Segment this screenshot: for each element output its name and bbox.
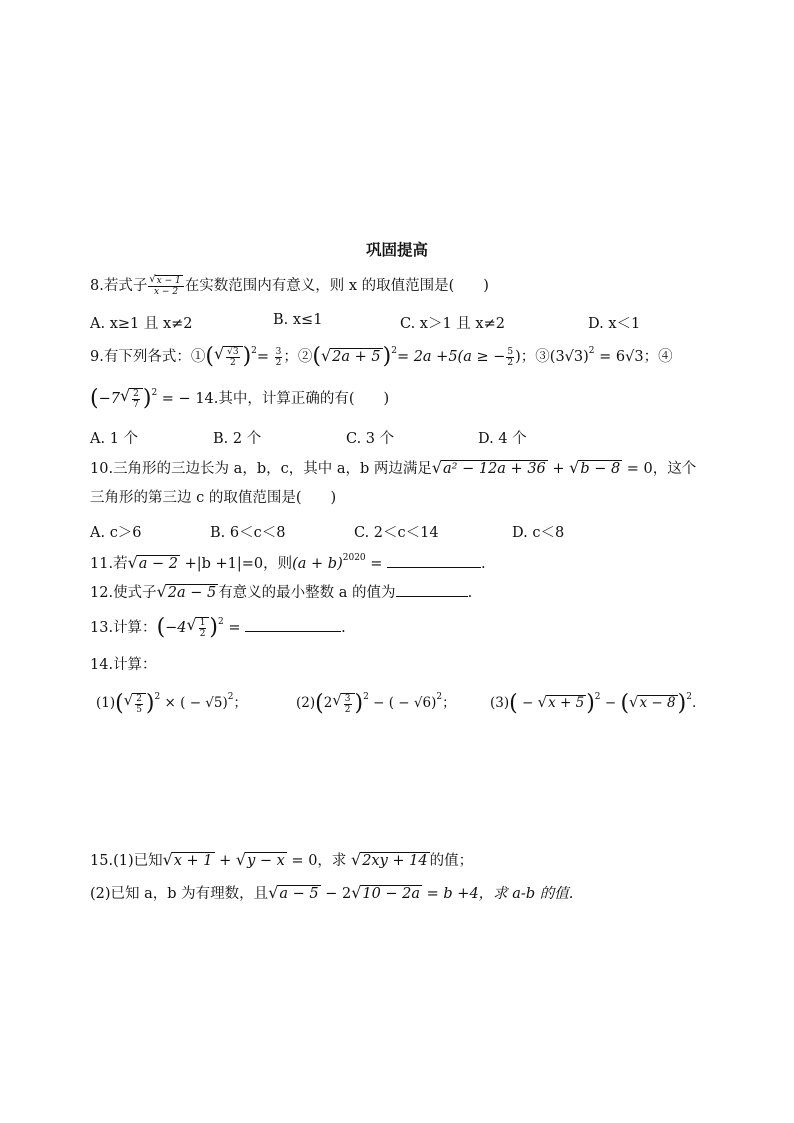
question-13: 13.计算：(−4 √ $\frac{1}{2}$ )$^2$ = . [90,615,346,640]
question-number: 8. [90,278,104,295]
question-text: 若式子 [103,278,148,295]
question-text: 计算： [113,657,157,673]
radical: √ x − 8 [629,693,676,712]
q9-option-c: C. 3 个 [346,431,395,447]
question-text: )；③ [515,349,550,365]
question-text: 使式子 [113,585,157,601]
question-number: 10. [90,461,114,477]
math-text: ； [442,695,456,711]
question-number: 9. [90,349,104,365]
question-text: ；② [283,349,313,365]
fraction: $\frac{5}{2}$ [507,346,514,368]
math-text: = − 14. [157,391,219,407]
radical: √ $\frac{2}{5}$ [124,693,146,715]
radical: √ $\frac{2}{7}$ [120,388,143,410]
question-text: 计算： [113,620,157,636]
radical: √ x + 5 [537,693,585,712]
question-text: (2)已知 a，b 为有理数，且 [90,886,269,902]
question-text: (1)已知 [113,853,163,869]
question-text: 有意义的最小整数 a 的值为 [218,585,396,601]
q8-option-a: A. x≥1 且 x≠2 [90,316,193,332]
math-text: = 6√3；④ [594,349,673,365]
question-10-line-2: 三角形的第三边 c 的取值范围是( ) [90,490,337,506]
question-text: 若 [113,556,128,572]
part-label: (1) [96,695,116,711]
q10-option-a: A. c＞6 [90,525,142,541]
q8-option-b: B. x≤1 [273,312,323,328]
math-text: −7 [98,391,120,407]
fraction: $\frac{3}{2}$ [275,346,282,368]
radical: √ 2xy + 14 [351,850,428,870]
question-10 [90,459,714,479]
radical: √ 2a − 5 [156,582,217,602]
math-text: = [365,556,388,572]
question-11: 11.若 √ a − 2 +|b +1|=0，则$(a + b)^{2020}$ = . [90,553,486,573]
q8-option-c: C. x＞1 且 x≠2 [400,316,505,332]
radical: √ y − x [235,850,285,870]
math-text: = [223,620,246,636]
part-label: (3) [490,695,510,711]
radical: √ x + 1 [162,850,213,870]
answer-blank[interactable] [245,617,341,632]
question-number: 14. [90,657,114,673]
radical: √ $\frac{3}{2}$ [332,693,354,715]
question-text: = 0，这个 [622,461,697,477]
question-15: 15.(1)已知 √ x + 1 + √ y − x = 0，求 √ 2xy + 14 的值； [90,850,474,870]
question-text: 的值； [429,853,474,869]
math-text: (a + b) [292,556,343,572]
math-text: + [547,461,570,477]
math-text: 2 [323,695,333,711]
math-text: − ( − √6) [368,695,437,711]
answer-blank[interactable] [387,553,481,568]
question-text: 三角形的三边长为 a，b，c，其中 a，b 两边满足 [113,461,432,477]
question-15-part-2 [90,884,714,904]
q8-option-d: D. x＜1 [588,316,641,332]
question-text: = 0，求 [286,853,352,869]
section-title: 巩固提高 [365,240,428,259]
question-text: . [481,556,486,572]
question-text: 有下列各式：① [103,349,206,365]
math-text: . [691,695,697,711]
radical: √ a² − 12a + 36 [431,458,546,478]
radical: √ 10 − 2a [351,883,421,903]
question-text: = b +4，求 a-b 的值. [422,886,574,902]
question-9: 9.有下列各式：①( √ $\frac{√3}{2}$ )$^2$= $\frac{3}{2}$ ；②( √ 2a + 5 )$^2$= 2a +5(a ≥ − $\frac{5}{2}$ )；$③(3√3)^2 = 6√3$；④ [90,344,673,369]
question-number: 11. [90,556,114,572]
q10-option-b: B. 6＜c＜8 [210,525,286,541]
radical: √ b − 8 [569,458,621,478]
question-12 [90,582,714,603]
q14-part-1: (1)( √ $\frac{2}{5}$ )$^2$ × ( − √5)$^2$； [96,690,247,716]
question-number: 15. [90,853,114,869]
q14-part-2: (2)(2 √ $\frac{3}{2}$ )$^2$ − ( − √6)$^2$； [296,690,456,716]
math-text: ； [233,695,247,711]
question-text: 其中，计算正确的有( ) [218,391,390,407]
math-text: (3√3) [549,349,589,365]
math-text: − 2 [320,886,352,902]
question-text: +|b +1|=0，则 [179,556,293,572]
q9-option-d: D. 4 个 [478,431,527,447]
question-9-line-2: (−7 √ $\frac{2}{7}$ )$^2$ = − 14.其中，计算正确的有( ) [90,386,390,411]
question-8 [90,275,714,297]
q10-option-c: C. 2＜c＜14 [354,525,439,541]
radical: √ a − 5 [268,883,319,903]
question-14 [90,655,714,675]
part-label: (2) [296,695,316,711]
math-text: = [256,349,274,365]
answer-blank[interactable] [396,582,468,597]
q9-option-b: B. 2 个 [213,431,262,447]
question-text: . [341,620,346,636]
question-number: 13. [90,620,114,636]
radical: √ a − 2 [127,553,178,573]
question-text: . [467,585,473,601]
question-number: 12. [90,585,114,601]
math-text: = 2a +5(a ≥ − [396,349,506,365]
radical: √ 2a + 5 [320,346,381,366]
radical: √ $\frac{√3}{2}$ [214,346,243,368]
q14-part-3: (3)( − √ x + 5 )$^2$ − ( √ x − 8 )$^2$. [490,691,697,716]
q10-option-d: D. c＜8 [512,525,565,541]
question-text: 在实数范围内有意义，则 x 的取值范围是( ) [184,278,489,295]
math-text: −4 [165,620,187,636]
math-text: × ( − √5) [160,695,228,711]
fraction: √ x − 1 x − 2 [148,275,183,297]
radical: √ $\frac{1}{2}$ [187,617,210,639]
q9-option-a: A. 1 个 [90,431,139,447]
